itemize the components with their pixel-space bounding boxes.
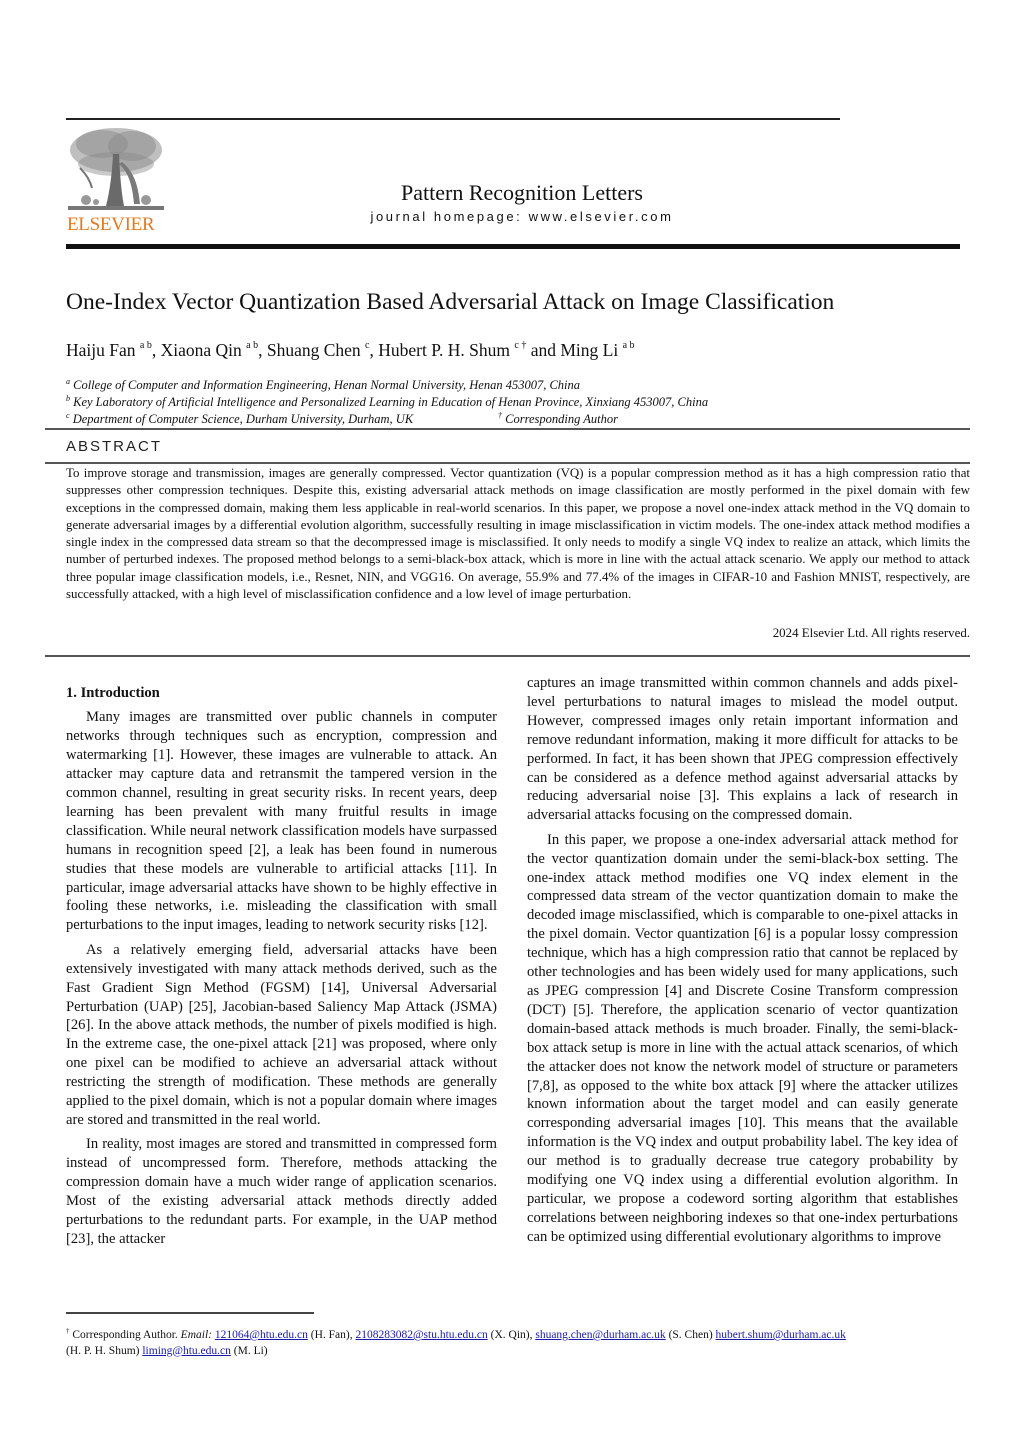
author-name: Hubert P. H. Shum <box>378 340 510 360</box>
dagger-mark: † <box>498 411 502 420</box>
body-column-left <box>66 684 497 1254</box>
email-owner: (H. P. H. Shum) <box>66 1344 143 1357</box>
body-column-right <box>527 674 958 1252</box>
author-affiliation-marks: c † <box>514 340 527 351</box>
author-name: Shuang Chen <box>266 340 361 360</box>
elsevier-wordmark: ELSEVIER <box>67 214 155 235</box>
affiliation-text: Key Laboratory of Artificial Intelligence and Personalized Learning in Education of Henan Province, Xinxiang 453007, China <box>73 395 709 409</box>
author-name: Xiaona Qin <box>160 340 242 360</box>
author-affiliation-marks: a b <box>139 340 152 351</box>
body-paragraph: In reality, most images are stored and transmitted in compressed form instead of uncompressed form. Therefore, methods attacking the compression domain have a much wider range of application scenarios. Most of the existing adversarial attack methods directly added perturbations to the redundant parts. For example, in the UAP method [23], the attacker <box>66 1136 497 1247</box>
footnote-corresponding-author <box>66 1324 966 1359</box>
author-affiliation-marks: a b <box>622 340 635 351</box>
email-owner: (S. Chen) <box>665 1329 716 1341</box>
author-list <box>66 340 635 361</box>
affiliation-mark: b <box>66 394 70 403</box>
email-label: Email: <box>180 1329 212 1341</box>
affiliation-text: College of Computer and Information Engineering, Henan Normal University, Henan 453007, China <box>73 378 581 392</box>
author-name: Haiju Fan <box>66 340 136 360</box>
affiliation-text: Department of Computer Science, Durham University, Durham, UK <box>72 412 414 426</box>
section-heading-introduction: 1. Introduction <box>66 685 160 701</box>
author-affiliation-marks: c <box>365 340 370 351</box>
affiliation-a <box>66 377 580 393</box>
author-separator: , <box>151 340 161 360</box>
dagger-mark: † <box>66 1327 70 1335</box>
corresponding-author-note <box>498 411 618 427</box>
footnote-rule <box>66 1312 314 1314</box>
body-paragraph: Many images are transmitted over public channels in computer networks through techniques such as encryption, compression and watermarking [1]. However, these images are vulnerable to attack. An attacker may capture data and retransmit the tampered version in the common channel, resulting in great security risks. In recent years, deep learning has been prevalent with many fruitful results in image classification. While neural network classification models have surpassed humans in recognition speed [2], a leak has been found in numerous studies that these models are vulnerable to artificial attacks [11]. In particular, image adversarial attacks have shown to be highly effective in fooling these networks, i.e. misleading the classification with small perturbations to the input images, leading to network security risks [12]. <box>66 709 497 934</box>
email-owner: (X. Qin), <box>487 1329 536 1341</box>
paper-title: One-Index Vector Quantization Based Adversarial Attack on Image Classification <box>66 289 835 315</box>
abstract-text: To improve storage and transmission, images are generally compressed. Vector quantization (VQ) is a popular compression method as it has a high compression ratio that suppresses other compression techniques. Despite this, existing adversarial attack methods on image classification are mostly performed in the pixel domain with few exceptions in the compressed domain, making them less applicable in real-world scenarios. In this paper, we propose a novel one-index attack method in the VQ domain to generate adversarial images by a differential evolution algorithm, successfully resulting in image misclassification in victim models. The one-index attack method modifies a single index in the compressed data stream so that the decompressed image is misclassified. It only needs to modify a single VQ index to realize an attack, which limits the number of perturbed indexes. The proposed method belongs to a semi-black-box attack, which is more in line with the actual attack scenario. We apply our method to attack three popular image classification models, i.e., Resnet, NIN, and VGG16. On average, 55.9% and 77.4% of the images in CIFAR-10 and Fashion MNIST, respectively, are successfully attacked, with a high level of misclassification confidence and a low level of image perturbation. <box>66 466 970 602</box>
affiliation-mark: a <box>66 377 70 386</box>
abstract-heading-rule <box>45 462 970 464</box>
email-link-fan[interactable]: 121064@htu.edu.cn <box>214 1329 308 1341</box>
abstract-bottom-rule <box>45 655 970 657</box>
affiliation-b <box>66 394 708 410</box>
header-thick-rule <box>66 244 960 249</box>
email-link-qin[interactable]: 2108283082@stu.htu.edu.cn <box>355 1329 488 1341</box>
header-top-rule <box>66 118 840 120</box>
email-owner: (M. Li) <box>230 1344 268 1357</box>
footnote-lead: Corresponding Author. <box>69 1329 181 1341</box>
email-link-li[interactable]: liming@htu.edu.cn <box>142 1344 231 1357</box>
email-owner: (H. Fan), <box>307 1329 356 1341</box>
journal-title: Pattern Recognition Letters <box>401 180 643 205</box>
body-paragraph: As a relatively emerging field, adversarial attacks have been extensively investigated with many attack methods derived, such as the Fast Gradient Sign Method (FGSM) [14], Universal Adversarial Perturbation (UAP) [25], Jacobian-based Saliency Map Attack (JSMA) [26]. In the above attack methods, the number of pixels modified is high. In the extreme case, the one-pixel attack [21] was proposed, where only one pixel can be modified to achieve an adversarial attack without restricting the strength of modification. These methods are generally applied to the pixel domain, which is not a popular domain where images are stored and transmitted in the real world. <box>66 941 497 1128</box>
corresponding-author-label: Corresponding Author <box>505 412 618 426</box>
copyright-notice: 2024 Elsevier Ltd. All rights reserved. <box>772 626 970 640</box>
email-link-chen[interactable]: shuang.chen@durham.ac.uk <box>535 1329 666 1341</box>
author-name: Ming Li <box>560 340 619 360</box>
abstract-top-rule <box>45 428 970 430</box>
journal-homepage[interactable]: journal homepage: www.elsevier.com <box>370 209 674 224</box>
body-paragraph: In this paper, we propose a one-index adversarial attack method for the vector quantization domain under the semi-black-box setting. The one-index attack method modifies one VQ index element in the compressed data stream of the vector quantization domain to make the decoded image misclassified, which is comparable to one-pixel attacks in the pixel domain. Vector quantization [6] is a popular lossy compression technique, which has a high compression ratio that cannot be replaced by other technologies and has been widely used for many applications, such as JPEG compression [4] and Discrete Cosine Transform compression (DCT) [5]. Therefore, the application scenario of vector quantization domain-based attack methods is much broader. Finally, the semi-black-box attack setup is more in line with the actual attack scenarios, of which the attacker does not know the network model of structure or parameters [7,8], as opposed to the white box attack [9] where the attacker utilizes known information about the target model and can easily generate corresponding adversarial images [10]. This means that the available information is the VQ index and output probability label. The key idea of our method is to gradually decrease true category probability by modifying one VQ index using a differential evolution algorithm. In particular, we propose a codeword sorting algorithm that establishes correlations between neighboring indexes so that one-index perturbations can be optimized using differential evolutionary algorithms to improve <box>527 831 958 1245</box>
email-link-shum[interactable]: hubert.shum@durham.ac.uk <box>715 1329 846 1341</box>
affiliation-c <box>66 411 413 427</box>
affiliation-mark: c <box>66 411 70 420</box>
author-separator: , <box>369 340 379 360</box>
author-separator: and <box>526 340 561 360</box>
author-separator: , <box>258 340 267 360</box>
author-affiliation-marks: a b <box>246 340 259 351</box>
abstract-heading: ABSTRACT <box>66 438 163 455</box>
body-paragraph: captures an image transmitted within common channels and adds pixel-level perturbations to natural images to mislead the model output. However, compressed images only retain important information and remove redundant information, making it more difficult for attacks to be performed. In fact, it has been shown that JPEG compression effectively can be considered as a defence method against adversarial attacks by reducing adversarial noise [3]. This explains a lack of research in adversarial attacks focusing on the compressed domain. <box>527 675 958 824</box>
